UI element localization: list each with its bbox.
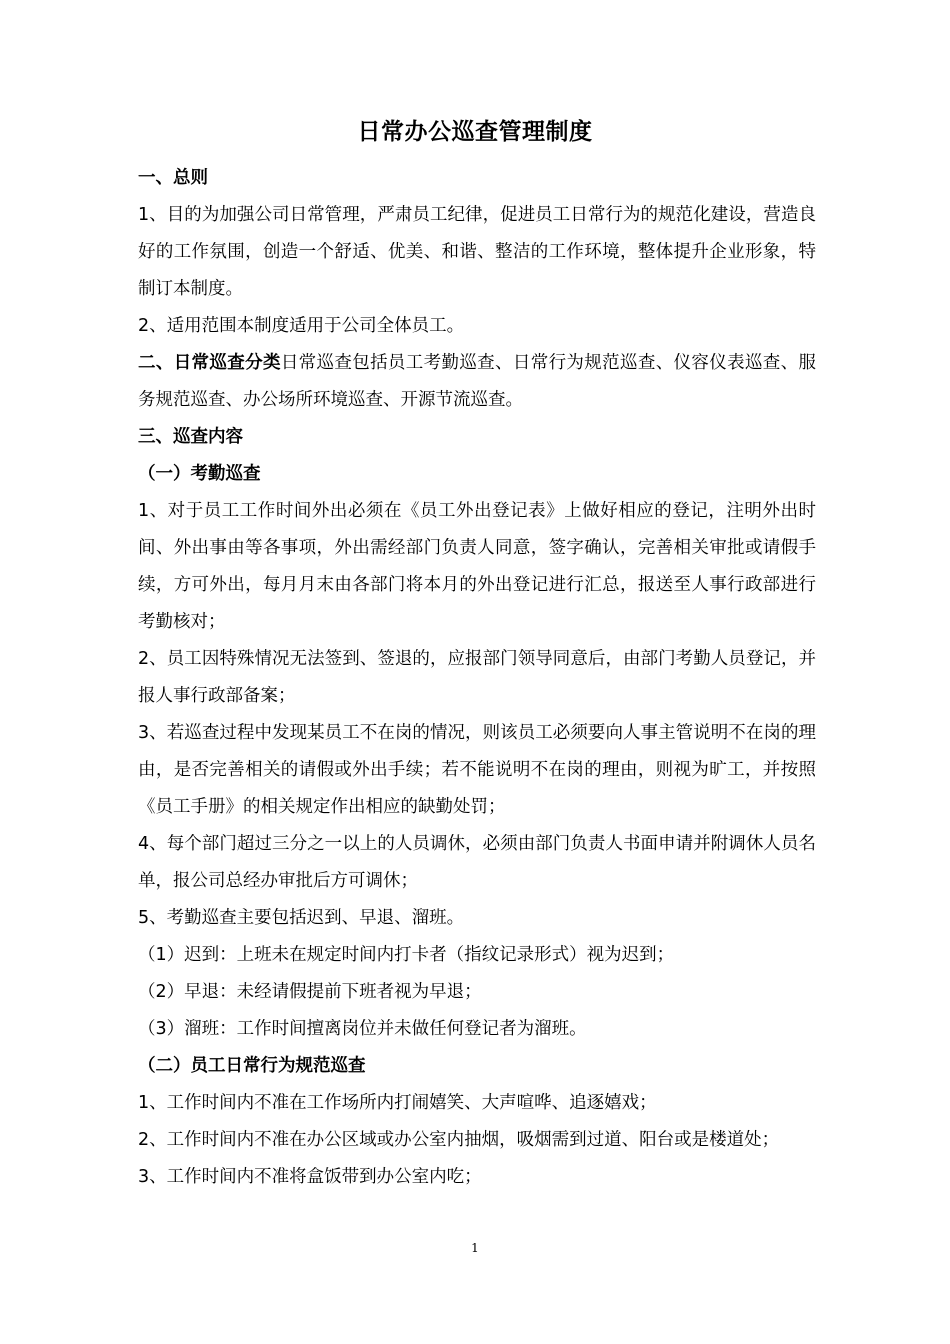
paragraph-text: 1、目的为加强公司日常管理，严肃员工纪律，促进员工日常行为的规范化建设，营造良好的工作氛围，创造一个舒适、优美、和谐、整洁的工作环境，整体提升企业形象，特制订本制度。 <box>138 205 816 299</box>
paragraph-16 <box>138 1085 816 1122</box>
paragraph-text: （2）早退：未经请假提前下班者视为早退； <box>138 982 482 1002</box>
paragraph-8 <box>138 641 816 715</box>
paragraph-13 <box>138 974 816 1011</box>
paragraph-14 <box>138 1011 816 1048</box>
section-heading: 三、巡查内容 <box>138 427 243 447</box>
paragraph-text: 3、若巡查过程中发现某员工不在岗的情况，则该员工必须要向人事主管说明不在岗的理由，是否完善相关的请假或外出手续；若不能说明不在岗的理由，则视为旷工，并按照《员工手册》的相关规定作出相应的缺勤处罚； <box>138 723 816 817</box>
paragraph-text: 2、员工因特殊情况无法签到、签退的，应报部门领导同意后，由部门考勤人员登记，并报人事行政部备案； <box>138 649 816 706</box>
paragraph-15 <box>138 1048 816 1085</box>
paragraph-11 <box>138 900 816 937</box>
paragraph-2 <box>138 197 816 308</box>
paragraph-text: 4、每个部门超过三分之一以上的人员调休，必须由部门负责人书面申请并附调休人员名单，报公司总经办审批后方可调休； <box>138 834 816 891</box>
section-heading: 一、总则 <box>138 168 208 188</box>
paragraph-text: （3）溜班：工作时间擅离岗位并未做任何登记者为溜班。 <box>138 1019 587 1039</box>
paragraph-5 <box>138 419 816 456</box>
section-heading: （一）考勤巡查 <box>138 464 261 484</box>
paragraph-text: 1、对于员工工作时间外出必须在《员工外出登记表》上做好相应的登记，注明外出时间、外出事由等各事项，外出需经部门负责人同意，签字确认，完善相关审批或请假手续，方可外出，每月月末由各部门将本月的外出登记进行汇总，报送至人事行政部进行考勤核对； <box>138 501 816 632</box>
paragraph-3 <box>138 308 816 345</box>
paragraph-text: 日常巡查包括员工考勤巡查、日常行为规范巡查、仪容仪表巡查、服务规范巡查、办公场所环境巡查、开源节流巡查。 <box>138 353 816 410</box>
paragraph-text: （1）迟到：上班未在规定时间内打卡者（指纹记录形式）视为迟到； <box>138 945 675 965</box>
paragraph-10 <box>138 826 816 900</box>
paragraph-text: 1、工作时间内不准在工作场所内打闹嬉笑、大声喧哗、追逐嬉戏； <box>138 1093 657 1113</box>
paragraph-text: 5、考勤巡查主要包括迟到、早退、溜班。 <box>138 908 465 928</box>
document-body <box>138 160 816 1196</box>
paragraph-17 <box>138 1122 816 1159</box>
paragraph-18 <box>138 1159 816 1196</box>
paragraph-7 <box>138 493 816 641</box>
paragraph-4 <box>138 345 816 419</box>
paragraph-12 <box>138 937 816 974</box>
paragraph-text: 2、适用范围本制度适用于公司全体员工。 <box>138 316 465 336</box>
paragraph-9 <box>138 715 816 826</box>
section-heading: （二）员工日常行为规范巡查 <box>138 1056 366 1076</box>
paragraph-text: 2、工作时间内不准在办公区域或办公室内抽烟，吸烟需到过道、阳台或是楼道处； <box>138 1130 780 1150</box>
page-number: 1 <box>471 1241 479 1255</box>
paragraph-1 <box>138 160 816 197</box>
paragraph-text: 3、工作时间内不准将盒饭带到办公室内吃； <box>138 1167 482 1187</box>
paragraph-6 <box>138 456 816 493</box>
section-heading: 二、日常巡查分类 <box>138 353 281 373</box>
document-title: 日常办公巡查管理制度 <box>357 119 593 145</box>
